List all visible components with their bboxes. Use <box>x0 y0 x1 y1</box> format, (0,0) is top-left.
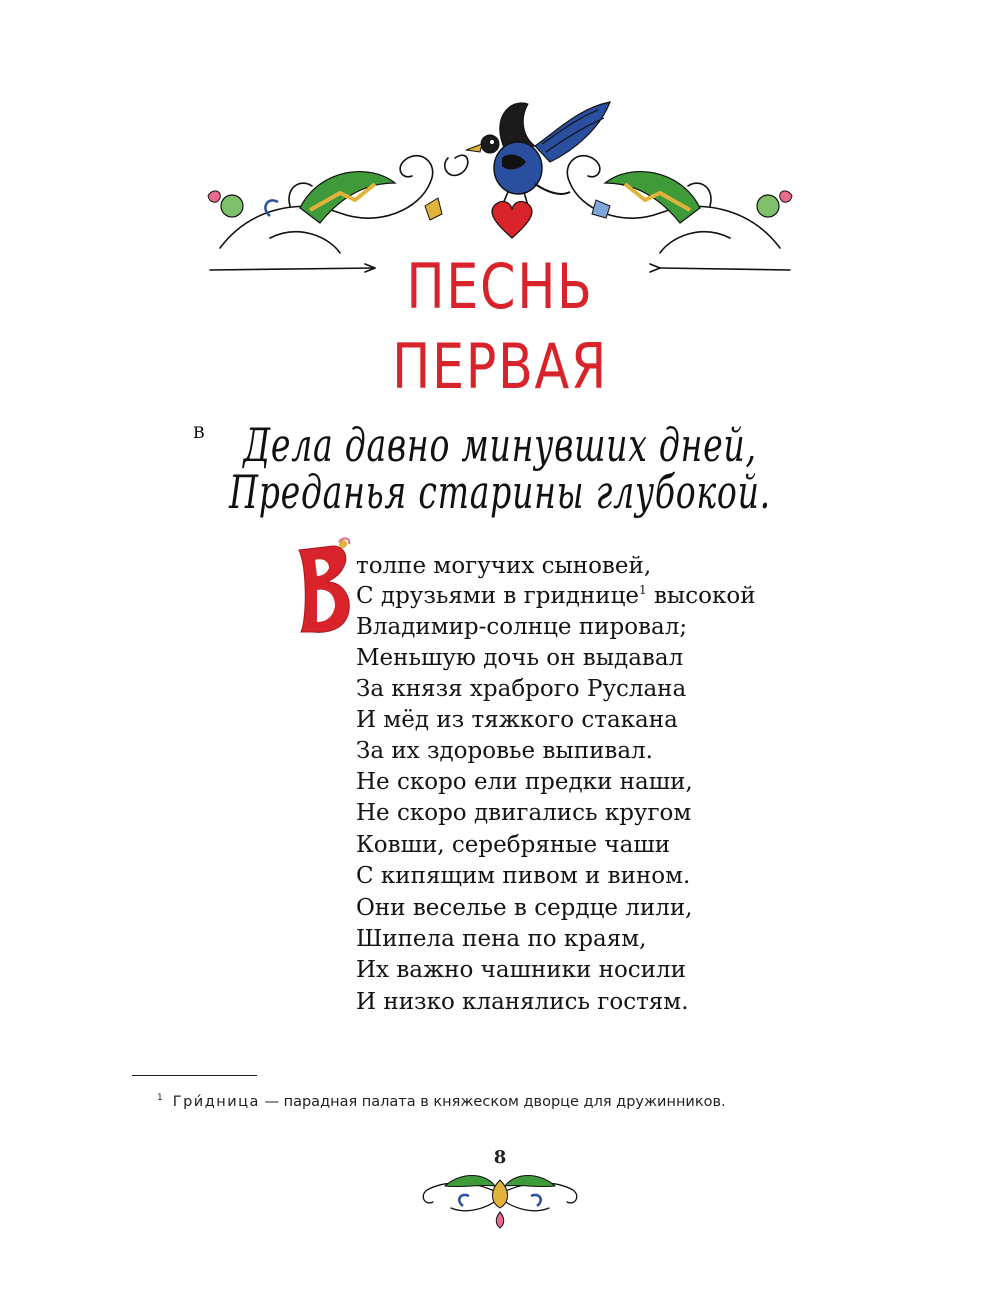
footer-blue-curl-left <box>459 1195 469 1206</box>
verse-line: Владимир-солнце пировал; <box>356 614 688 640</box>
verse-line: За князя храброго Руслана <box>356 676 687 702</box>
left-flower <box>208 191 220 202</box>
verse-line: За их здоровье выпивал. <box>356 738 653 764</box>
footnote <box>157 1093 726 1110</box>
left-bud <box>221 195 243 217</box>
verse-line: толпе могучих сыновей, <box>356 553 652 579</box>
dropcap-letter <box>193 423 355 638</box>
footer-gold-center <box>493 1180 508 1208</box>
verse-line: Шипела пена по краям, <box>356 926 647 952</box>
bird-icon <box>466 102 610 206</box>
chapter-heading-line-1: ПЕСНЬ <box>406 250 594 323</box>
footer-ornament <box>415 1150 585 1232</box>
chapter-heading-line-2: ПЕРВАЯ <box>392 330 608 403</box>
verse-line-text: С друзьями в гриднице <box>356 583 640 609</box>
footer-pink-drop <box>496 1212 504 1228</box>
footnote-mark: 1 <box>157 1093 163 1103</box>
verse-line-text: высокой <box>646 583 756 609</box>
footnote-text: — парадная палата в княжеском дворце для дружинников. <box>259 1094 726 1110</box>
verse-line: Не скоро двигались кругом <box>356 800 692 826</box>
footnote-term: Гри́дница <box>172 1094 260 1110</box>
verse-line: Они веселье в сердце лили, <box>356 895 693 921</box>
verse-line: И низко кланялись гостям. <box>356 989 689 1015</box>
footer-blue-curl-right <box>531 1195 541 1206</box>
page-number: 8 <box>493 1147 507 1168</box>
verse-line: Меньшую дочь он выдавал <box>356 645 684 671</box>
verse-line: Их важно чашники носили <box>356 957 686 983</box>
dropcap-text: В <box>193 423 205 442</box>
footnote-divider <box>132 1075 257 1076</box>
right-blue-diamond <box>592 200 610 218</box>
footer-leaf-right <box>505 1176 555 1187</box>
verse-line: С кипящим пивом и вином. <box>356 863 691 889</box>
verse-line: Ковши, серебряные чаши <box>356 832 671 858</box>
epigraph-line-2: Преданья старины глубокой. <box>229 465 771 519</box>
verse-line: Не скоро ели предки наши, <box>356 769 693 795</box>
footer-leaf-left <box>445 1176 495 1187</box>
heart-icon <box>492 202 532 238</box>
verse-line <box>356 581 756 611</box>
verse-line: И мёд из тяжкого стакана <box>356 707 678 733</box>
epigraph-line-1: Дела давно минувших дней, <box>243 418 757 472</box>
left-blue-curl <box>265 200 278 216</box>
right-bud <box>757 195 779 217</box>
left-gold-diamond <box>425 198 442 220</box>
right-flower <box>780 191 792 202</box>
footnote-reference[interactable]: 1 <box>639 583 647 597</box>
